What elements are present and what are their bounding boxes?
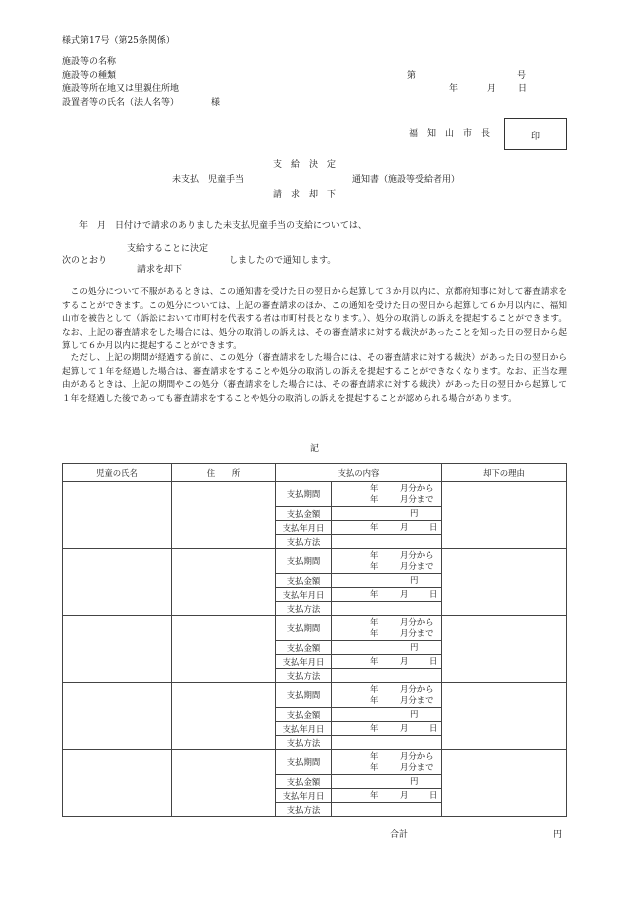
title-prefix: 未支払 児童手当	[172, 175, 245, 185]
label-amount: 支払金額	[276, 775, 332, 789]
pay-date-month: 月	[400, 522, 409, 532]
table-row	[63, 616, 567, 641]
doc-number-go: 号	[517, 71, 527, 81]
label-amount: 支払金額	[276, 574, 332, 588]
intro-option-decide: 支給することに決定	[127, 244, 209, 254]
period-value-cell[interactable]	[332, 549, 442, 574]
address-cell[interactable]	[172, 750, 276, 817]
label-date: 支払年月日	[276, 655, 332, 669]
notice-paragraph-2: ただし、上記の期間が経過する前に、この処分（審査請求をした場合には、その審査請求に対する裁決）があった日の翌日から起算して１年を経過した場合は、審査請求をすることや処分の取消しの訴えを提起することができなくなります。なお、正当な理由があるときは、上記の期間やこの処分（審査請求をした場合には、その審査請求に対する裁決）があった日の翌日から起算して１年を経過した後であっても審査請求をすることや処分の取消しの訴えを提起することが認められる場合があります。	[62, 353, 567, 404]
period-from-year: 年	[370, 751, 379, 761]
label-amount: 支払金額	[276, 708, 332, 722]
reject-reason-cell[interactable]	[442, 616, 567, 683]
date-day: 日	[518, 84, 528, 94]
label-method: 支払方法	[276, 535, 332, 549]
address-cell[interactable]	[172, 683, 276, 750]
method-value-cell[interactable]	[332, 669, 442, 683]
reject-reason-cell[interactable]	[442, 750, 567, 817]
amount-yen: 円	[410, 508, 419, 518]
amount-value-cell[interactable]	[332, 708, 442, 722]
header-address: 住 所	[172, 464, 276, 482]
child-name-cell[interactable]	[63, 683, 172, 750]
amount-yen: 円	[410, 642, 419, 652]
label-period: 支払期間	[276, 616, 332, 641]
amount-value-cell[interactable]	[332, 775, 442, 789]
pay-date-day: 日	[429, 589, 438, 599]
label-method: 支払方法	[276, 669, 332, 683]
table-row	[63, 683, 567, 708]
period-to-year: 年	[370, 494, 379, 504]
period-from-year: 年	[370, 550, 379, 560]
pay-date-day: 日	[429, 656, 438, 666]
form-code: 様式第17号（第25条関係）	[62, 36, 175, 46]
total-label: 合計	[390, 830, 409, 840]
intro-option-reject: 請求を却下	[137, 265, 183, 275]
period-value-cell[interactable]	[332, 750, 442, 775]
date-value-cell[interactable]	[332, 655, 442, 669]
period-from-suffix: 月分から	[400, 751, 434, 761]
address-cell[interactable]	[172, 549, 276, 616]
amount-value-cell[interactable]	[332, 574, 442, 588]
period-to-suffix: 月分まで	[400, 695, 434, 705]
address-cell[interactable]	[172, 482, 276, 549]
label-date: 支払年月日	[276, 521, 332, 535]
intro-ending: しましたので通知します。	[229, 256, 337, 266]
facility-type-label: 施設等の種類	[62, 71, 117, 81]
pay-date-day: 日	[429, 522, 438, 532]
period-from-suffix: 月分から	[400, 617, 434, 627]
label-period: 支払期間	[276, 482, 332, 507]
address-cell[interactable]	[172, 616, 276, 683]
pay-date-year: 年	[370, 656, 379, 666]
label-period: 支払期間	[276, 683, 332, 708]
header-child-name: 児童の氏名	[63, 464, 172, 482]
pay-date-year: 年	[370, 723, 379, 733]
issuer-title: 福 知 山 市 長	[409, 129, 491, 139]
table-header-row	[63, 464, 567, 482]
method-value-cell[interactable]	[332, 602, 442, 616]
title-lower: 請 求 却 下	[273, 190, 337, 200]
seal-label: 印	[530, 132, 540, 142]
period-value-cell[interactable]	[332, 683, 442, 708]
period-value-cell[interactable]	[332, 482, 442, 507]
method-value-cell[interactable]	[332, 736, 442, 750]
method-value-cell[interactable]	[332, 803, 442, 817]
period-to-suffix: 月分まで	[400, 494, 434, 504]
date-value-cell[interactable]	[332, 588, 442, 602]
period-to-year: 年	[370, 561, 379, 571]
amount-yen: 円	[410, 776, 419, 786]
pay-date-month: 月	[400, 790, 409, 800]
label-period: 支払期間	[276, 750, 332, 775]
period-to-year: 年	[370, 762, 379, 772]
period-from-suffix: 月分から	[400, 684, 434, 694]
label-method: 支払方法	[276, 803, 332, 817]
amount-value-cell[interactable]	[332, 641, 442, 655]
child-name-cell[interactable]	[63, 549, 172, 616]
label-amount: 支払金額	[276, 507, 332, 521]
period-from-suffix: 月分から	[400, 483, 434, 493]
reject-reason-cell[interactable]	[442, 482, 567, 549]
label-date: 支払年月日	[276, 588, 332, 602]
notice-paragraph-1: この処分について不服があるときは、この通知書を受けた日の翌日から起算して３か月以内に、京都府知事に対して審査請求をすることができます。この処分については、上記の審査請求のほか、この通知を受けた日の翌日から起算して６か月以内に、福知山市を被告として（訴訟において市町村を代表する者は市町村長となります。）、処分の取消しの訴えを提起することができます。なお、上記の審査請求をした場合には、処分の取消しの訴えは、その審査請求に対する裁決があったことを知った日の翌日から起算して６か月以内に提起することができます。	[62, 287, 567, 351]
table-row	[63, 549, 567, 574]
child-name-cell[interactable]	[63, 616, 172, 683]
label-date: 支払年月日	[276, 789, 332, 803]
header-payment-content: 支払の内容	[276, 464, 442, 482]
pay-date-year: 年	[370, 589, 379, 599]
period-from-year: 年	[370, 483, 379, 493]
pay-date-year: 年	[370, 522, 379, 532]
period-to-suffix: 月分まで	[400, 561, 434, 571]
period-to-year: 年	[370, 695, 379, 705]
amount-yen: 円	[410, 575, 419, 585]
amount-yen: 円	[410, 709, 419, 719]
pay-date-year: 年	[370, 790, 379, 800]
date-value-cell[interactable]	[332, 722, 442, 736]
period-from-year: 年	[370, 617, 379, 627]
label-date: 支払年月日	[276, 722, 332, 736]
table-row	[63, 482, 567, 507]
facility-name-label: 施設等の名称	[62, 57, 117, 67]
pay-date-day: 日	[429, 790, 438, 800]
intro-tsugi: 次のとおり	[62, 256, 108, 266]
period-from-year: 年	[370, 684, 379, 694]
period-from-suffix: 月分から	[400, 550, 434, 560]
pay-date-month: 月	[400, 656, 409, 666]
date-month: 月	[487, 84, 497, 94]
period-to-suffix: 月分まで	[400, 628, 434, 638]
date-value-cell[interactable]	[332, 789, 442, 803]
installer-label: 設置者等の氏名（法人名等）	[62, 98, 180, 108]
reject-reason-cell[interactable]	[442, 683, 567, 750]
sama-honorific: 様	[211, 98, 221, 108]
title-upper: 支 給 決 定	[273, 160, 337, 170]
table-row	[63, 750, 567, 775]
payment-table	[62, 463, 567, 817]
header-reject-reason: 却下の理由	[442, 464, 567, 482]
doc-number-dai: 第	[407, 71, 417, 81]
period-to-year: 年	[370, 628, 379, 638]
title-suffix: 通知書（施設等受給者用）	[352, 175, 461, 185]
facility-address-label: 施設等所在地又は里親住所地	[62, 84, 180, 94]
amount-value-cell[interactable]	[332, 507, 442, 521]
label-period: 支払期間	[276, 549, 332, 574]
seal-box	[504, 118, 567, 150]
label-method: 支払方法	[276, 602, 332, 616]
date-year: 年	[449, 84, 459, 94]
reject-reason-cell[interactable]	[442, 549, 567, 616]
period-value-cell[interactable]	[332, 616, 442, 641]
label-method: 支払方法	[276, 736, 332, 750]
method-value-cell[interactable]	[332, 535, 442, 549]
intro-line: 年 月 日付けで請求のありました未支払児童手当の支給については、	[79, 221, 367, 231]
date-value-cell[interactable]	[332, 521, 442, 535]
ki-label: 記	[310, 444, 320, 454]
period-to-suffix: 月分まで	[400, 762, 434, 772]
pay-date-month: 月	[400, 589, 409, 599]
child-name-cell[interactable]	[63, 482, 172, 549]
total-yen: 円	[553, 830, 563, 840]
label-amount: 支払金額	[276, 641, 332, 655]
child-name-cell[interactable]	[63, 750, 172, 817]
pay-date-day: 日	[429, 723, 438, 733]
pay-date-month: 月	[400, 723, 409, 733]
